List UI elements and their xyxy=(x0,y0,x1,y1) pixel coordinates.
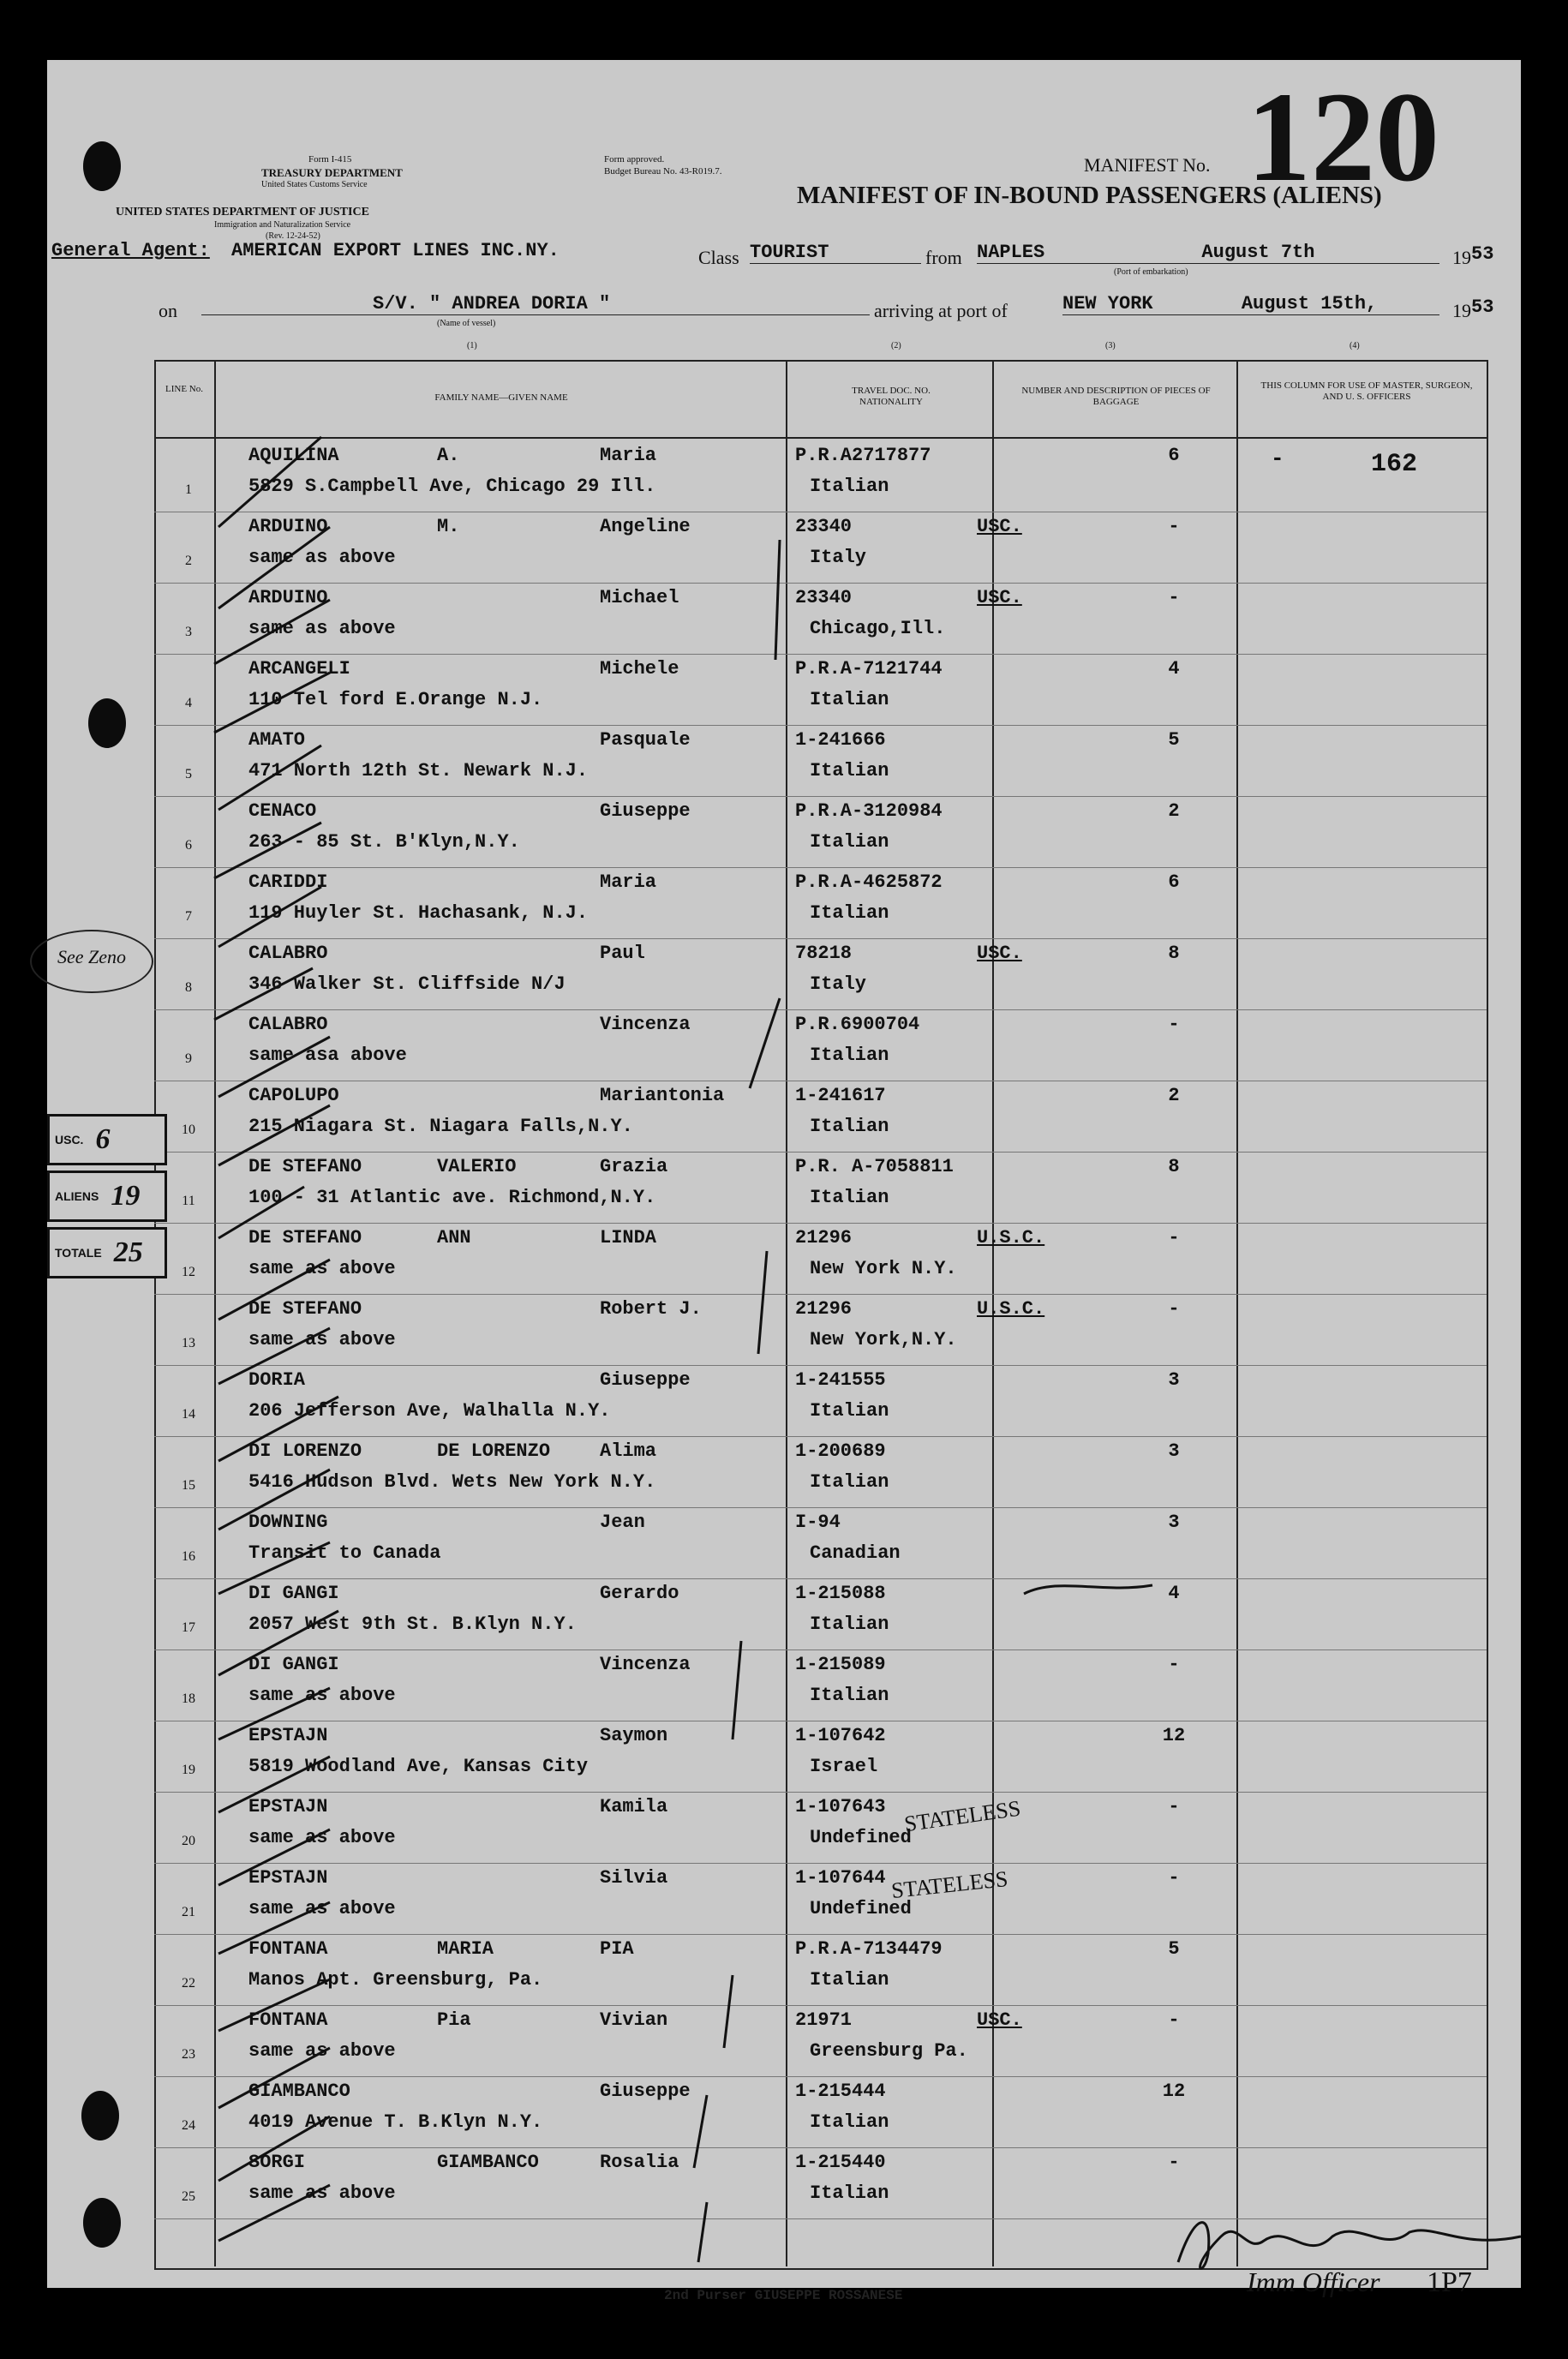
nationality: Canadian xyxy=(810,1542,901,1564)
given-name: Kamila xyxy=(600,1796,668,1817)
family-name: DE STEFANO xyxy=(248,1298,362,1320)
given-name: Silvia xyxy=(600,1867,668,1889)
see-note: See Zeno xyxy=(30,930,153,993)
line-number: 18 xyxy=(182,1691,195,1706)
aliens-count: 19 xyxy=(111,1180,141,1212)
purser-line: 2nd Purser GIUSEPPE ROSSANESE xyxy=(664,2288,903,2303)
baggage-count: 5 xyxy=(1168,729,1180,751)
travel-doc-no: P.R. A-7058811 xyxy=(795,1156,954,1177)
given-name: Maria xyxy=(600,871,657,893)
baggage-count: 12 xyxy=(1162,2081,1186,2102)
address: 5829 S.Campbell Ave, Chicago 29 Ill. xyxy=(248,476,656,497)
family-name: ARCANGELI xyxy=(248,658,350,680)
customs-service: United States Customs Service xyxy=(261,180,368,189)
stateless-note-1: STATELESS xyxy=(902,1795,1022,1837)
nationality: Undefined xyxy=(810,1827,912,1848)
travel-doc-no: 1-107644 xyxy=(795,1867,886,1889)
address: Manos Apt. Greensburg, Pa. xyxy=(248,1969,543,1991)
baggage-count: 4 xyxy=(1168,1583,1180,1604)
family-name: GIAMBANCO xyxy=(248,2081,350,2102)
nationality: Italian xyxy=(810,689,889,710)
baggage-count: 5 xyxy=(1168,1938,1180,1960)
address: same as above xyxy=(248,1258,396,1279)
given-name: Giuseppe xyxy=(600,2081,691,2102)
line-number: 24 xyxy=(182,2118,195,2133)
citizen-tag: U.S.C. xyxy=(977,1298,1045,1320)
address: 5819 Woodland Ave, Kansas City xyxy=(248,1756,589,1777)
travel-doc-no: P.R.A-7121744 xyxy=(795,658,943,680)
manifest-number: 120 xyxy=(1247,66,1439,208)
page-mark: 1P7 xyxy=(1427,2266,1472,2298)
family-name: FONTANA xyxy=(248,2009,328,2031)
family-name: ARDUINO xyxy=(248,587,328,608)
total-count: 25 xyxy=(113,1236,143,1268)
family-name: DI GANGI xyxy=(248,1583,339,1604)
general-agent-label: General Agent: xyxy=(51,240,210,261)
given-name: Michele xyxy=(600,658,679,680)
given-name: Jean xyxy=(600,1512,645,1533)
family-name: FONTANA xyxy=(248,1938,328,1960)
address: same asa above xyxy=(248,1045,407,1066)
given-name: Michael xyxy=(600,587,679,608)
line-number: 4 xyxy=(185,696,192,710)
given-name: PIA xyxy=(600,1938,634,1960)
baggage-count: - xyxy=(1168,1227,1180,1248)
nationality: Undefined xyxy=(810,1898,912,1919)
line-number: 25 xyxy=(182,2189,195,2204)
travel-doc-no: P.R.A-7134479 xyxy=(795,1938,943,1960)
travel-doc-no: 1-200689 xyxy=(795,1440,886,1462)
total-count-box: TOTALE 25 xyxy=(47,1227,167,1278)
given-name: Paul xyxy=(600,943,645,964)
given-name: Angeline xyxy=(600,516,691,537)
given-name: Giuseppe xyxy=(600,1369,691,1391)
line-number: 9 xyxy=(185,1051,192,1066)
line-number: 5 xyxy=(185,767,192,781)
arriving-label: arriving at port of xyxy=(874,300,1008,321)
nationality: New York N.Y. xyxy=(810,1258,957,1279)
col-num-1: (1) xyxy=(467,341,477,350)
col-header-doc: TRAVEL DOC. NO. NATIONALITY xyxy=(852,386,931,407)
family-name: AQUILINA xyxy=(248,445,339,466)
nationality: Italian xyxy=(810,1400,889,1422)
travel-doc-no: 78218 xyxy=(795,943,853,964)
travel-doc-no: P.R.A2717877 xyxy=(795,445,931,466)
col-num-2: (2) xyxy=(891,341,901,350)
arrival-port: NEW YORK xyxy=(1062,293,1153,314)
middle-name: M. xyxy=(437,516,460,537)
address: same as above xyxy=(248,1898,396,1919)
address: 263 - 85 St. B'Klyn,N.Y. xyxy=(248,831,520,853)
line-number: 16 xyxy=(182,1549,195,1564)
given-name: Rosalia xyxy=(600,2152,679,2173)
year-prefix-1: 1953 xyxy=(1452,243,1494,268)
col-num-3: (3) xyxy=(1105,341,1116,350)
family-name: DI LORENZO xyxy=(248,1440,362,1462)
baggage-count: 4 xyxy=(1168,658,1180,680)
line-number: 21 xyxy=(182,1905,195,1919)
given-name: Saymon xyxy=(600,1725,668,1746)
middle-name: VALERIO xyxy=(437,1156,517,1177)
baggage-count: - xyxy=(1168,516,1180,537)
officer-note: 162 xyxy=(1371,450,1418,479)
family-name: EPSTAJN xyxy=(248,1867,328,1889)
travel-doc-no: 1-215088 xyxy=(795,1583,886,1604)
nationality: Italian xyxy=(810,2111,889,2133)
given-name: Grazia xyxy=(600,1156,668,1177)
line-number: 14 xyxy=(182,1407,195,1422)
line-number: 11 xyxy=(182,1194,195,1208)
baggage-count: - xyxy=(1168,1298,1180,1320)
family-name: CARIDDI xyxy=(248,871,328,893)
ins-title: Immigration and Naturalization Service xyxy=(214,220,351,230)
given-name: Vincenza xyxy=(600,1654,691,1675)
nationality: Italy xyxy=(810,973,867,995)
vessel-caption: (Name of vessel) xyxy=(437,319,496,328)
doj-title: UNITED STATES DEPARTMENT OF JUSTICE xyxy=(116,206,369,219)
manifest-title: MANIFEST OF IN-BOUND PASSENGERS (ALIENS) xyxy=(797,182,1382,209)
from-label: from xyxy=(925,247,962,268)
baggage-count: 6 xyxy=(1168,445,1180,466)
embark-date: August 7th xyxy=(1201,242,1315,263)
baggage-count: - xyxy=(1168,1796,1180,1817)
family-name: SORGI xyxy=(248,2152,306,2173)
family-name: DORIA xyxy=(248,1369,306,1391)
address: 110 Tel ford E.Orange N.J. xyxy=(248,689,543,710)
nationality: Italian xyxy=(810,2182,889,2204)
nationality: Italian xyxy=(810,1045,889,1066)
baggage-count: - xyxy=(1168,587,1180,608)
nationality: New York,N.Y. xyxy=(810,1329,957,1350)
col-num-4: (4) xyxy=(1350,341,1360,350)
baggage-count: 6 xyxy=(1168,871,1180,893)
nationality: Italian xyxy=(810,1471,889,1493)
travel-doc-no: 1-241666 xyxy=(795,729,886,751)
line-number: 17 xyxy=(182,1620,195,1635)
middle-name: MARIA xyxy=(437,1938,494,1960)
travel-doc-no: 1-241617 xyxy=(795,1085,886,1106)
middle-name: GIAMBANCO xyxy=(437,2152,539,2173)
address: 471 North 12th St. Newark N.J. xyxy=(248,760,589,781)
travel-doc-no: P.R.6900704 xyxy=(795,1014,920,1035)
line-number: 15 xyxy=(182,1478,195,1493)
nationality: Italian xyxy=(810,476,889,497)
address: same as above xyxy=(248,2040,396,2062)
line-number: 13 xyxy=(182,1336,195,1350)
nationality: Italian xyxy=(810,902,889,924)
given-name: Vivian xyxy=(600,2009,668,2031)
travel-doc-no: 1-215440 xyxy=(795,2152,886,2173)
embark-port: NAPLES xyxy=(977,242,1045,263)
line-number: 20 xyxy=(182,1834,195,1848)
travel-doc-no: 23340 xyxy=(795,516,853,537)
nationality: Italy xyxy=(810,547,867,568)
officer-dash: - xyxy=(1271,446,1284,471)
travel-doc-no: P.R.A-3120984 xyxy=(795,800,943,822)
travel-doc-no: 1-107643 xyxy=(795,1796,886,1817)
address: 346 Walker St. Cliffside N/J xyxy=(248,973,566,995)
class-label: Class xyxy=(698,247,739,268)
line-number: 2 xyxy=(185,554,192,568)
travel-doc-no: 23340 xyxy=(795,587,853,608)
family-name: DOWNING xyxy=(248,1512,328,1533)
family-name: CALABRO xyxy=(248,943,328,964)
embark-caption: (Port of embarkation) xyxy=(1114,267,1188,277)
col-header-name: FAMILY NAME—GIVEN NAME xyxy=(434,392,568,403)
baggage-count: 3 xyxy=(1168,1440,1180,1462)
revision: (Rev. 12-24-52) xyxy=(266,231,320,241)
travel-doc-no: 21296 xyxy=(795,1227,853,1248)
line-number: 10 xyxy=(182,1123,195,1137)
usc-count-box: USC. 6 xyxy=(47,1114,167,1165)
baggage-count: - xyxy=(1168,2009,1180,2031)
usc-count: 6 xyxy=(95,1123,111,1155)
address: 100 - 31 Atlantic ave. Richmond,N.Y. xyxy=(248,1187,656,1208)
baggage-count: - xyxy=(1168,1654,1180,1675)
aliens-count-box: ALIENS 19 xyxy=(47,1171,167,1222)
on-label: on xyxy=(159,300,177,321)
line-number: 12 xyxy=(182,1265,195,1279)
address: 206 Jefferson Ave, Walhalla N.Y. xyxy=(248,1400,611,1422)
travel-doc-no: 1-107642 xyxy=(795,1725,886,1746)
baggage-count: 8 xyxy=(1168,1156,1180,1177)
nationality: Greensburg Pa. xyxy=(810,2040,968,2062)
pen-marks xyxy=(47,60,1521,2288)
general-agent: AMERICAN EXPORT LINES INC.NY. xyxy=(231,240,560,261)
given-name: Gerardo xyxy=(600,1583,679,1604)
baggage-count: - xyxy=(1168,1014,1180,1035)
signature-title: Imm Officer xyxy=(1247,2266,1380,2297)
address: same as above xyxy=(248,547,396,568)
nationality: Italian xyxy=(810,1614,889,1635)
address: 119 Huyler St. Hachasank, N.J. xyxy=(248,902,589,924)
middle-name: A. xyxy=(437,445,460,466)
baggage-count: 2 xyxy=(1168,1085,1180,1106)
address: 2057 West 9th St. B.Klyn N.Y. xyxy=(248,1614,577,1635)
line-number: 6 xyxy=(185,838,192,853)
family-name: CAPOLUPO xyxy=(248,1085,339,1106)
address: 5416 Hudson Blvd. Wets New York N.Y. xyxy=(248,1471,656,1493)
address: same as above xyxy=(248,618,396,639)
col-header-officers: THIS COLUMN FOR USE OF MASTER, SURGEON, AND U. S. OFFICERS xyxy=(1260,380,1473,402)
line-number: 22 xyxy=(182,1976,195,1991)
given-name: Maria xyxy=(600,445,657,466)
address: 215 Niagara St. Niagara Falls,N.Y. xyxy=(248,1116,633,1137)
budget-bureau: Budget Bureau No. 43-R019.7. xyxy=(604,166,722,177)
form-number: Form I-415 xyxy=(308,154,352,165)
line-number: 19 xyxy=(182,1763,195,1777)
line-number: 3 xyxy=(185,625,192,639)
address: same as above xyxy=(248,1329,396,1350)
col-header-baggage: NUMBER AND DESCRIPTION OF PIECES OF BAGGAGE xyxy=(1021,386,1211,407)
travel-doc-no: 21296 xyxy=(795,1298,853,1320)
travel-doc-no: 1-215444 xyxy=(795,2081,886,2102)
citizen-tag: U.S.C. xyxy=(977,1227,1045,1248)
stateless-note-2: STATELESS xyxy=(889,1865,1009,1904)
nationality: Italian xyxy=(810,1969,889,1991)
travel-doc-no: 1-215089 xyxy=(795,1654,886,1675)
family-name: CENACO xyxy=(248,800,317,822)
baggage-count: 8 xyxy=(1168,943,1180,964)
given-name: Pasquale xyxy=(600,729,691,751)
family-name: DI GANGI xyxy=(248,1654,339,1675)
class-value: TOURIST xyxy=(750,242,921,264)
middle-name: DE LORENZO xyxy=(437,1440,551,1462)
travel-doc-no: 21971 xyxy=(795,2009,853,2031)
nationality: Chicago,Ill. xyxy=(810,618,946,639)
line-number: 23 xyxy=(182,2047,195,2062)
given-name: Vincenza xyxy=(600,1014,691,1035)
line-number: 8 xyxy=(185,980,192,995)
baggage-count: 3 xyxy=(1168,1512,1180,1533)
col-header-line: LINE No. xyxy=(165,384,203,394)
nationality: Italian xyxy=(810,1187,889,1208)
form-approved: Form approved. xyxy=(604,154,665,165)
family-name: EPSTAJN xyxy=(248,1796,328,1817)
citizen-tag: USC. xyxy=(977,943,1022,964)
travel-doc-no: I-94 xyxy=(795,1512,841,1533)
nationality: Italian xyxy=(810,831,889,853)
nationality: Italian xyxy=(810,760,889,781)
vessel-name: S/V. " ANDREA DORIA " xyxy=(201,293,870,315)
nationality: Italian xyxy=(810,1685,889,1706)
baggage-count: 2 xyxy=(1168,800,1180,822)
baggage-count: - xyxy=(1168,2152,1180,2173)
line-number: 1 xyxy=(185,482,192,497)
middle-name: ANN xyxy=(437,1227,471,1248)
family-name: ARDUINO xyxy=(248,516,328,537)
nationality: Israel xyxy=(810,1756,878,1777)
address: same as above xyxy=(248,1827,396,1848)
middle-name: Pia xyxy=(437,2009,471,2031)
family-name: AMATO xyxy=(248,729,306,751)
given-name: Giuseppe xyxy=(600,800,691,822)
given-name: Alima xyxy=(600,1440,657,1462)
citizen-tag: USC. xyxy=(977,2009,1022,2031)
address: same as above xyxy=(248,1685,396,1706)
travel-doc-no: P.R.A-4625872 xyxy=(795,871,943,893)
travel-doc-no: 1-241555 xyxy=(795,1369,886,1391)
family-name: EPSTAJN xyxy=(248,1725,328,1746)
nationality: Italian xyxy=(810,1116,889,1137)
citizen-tag: USC. xyxy=(977,516,1022,537)
address: same as above xyxy=(248,2182,396,2204)
given-name: Robert J. xyxy=(600,1298,702,1320)
citizen-tag: USC. xyxy=(977,587,1022,608)
treasury-dept: TREASURY DEPARTMENT xyxy=(261,166,403,179)
given-name: LINDA xyxy=(600,1227,657,1248)
manifest-label: MANIFEST No. xyxy=(1084,154,1211,176)
family-name: DE STEFANO xyxy=(248,1227,362,1248)
baggage-count: - xyxy=(1168,1867,1180,1889)
arrival-date: August 15th, xyxy=(1241,293,1378,314)
line-number: 7 xyxy=(185,909,192,924)
baggage-count: 12 xyxy=(1162,1725,1186,1746)
baggage-count: 3 xyxy=(1168,1369,1180,1391)
given-name: Mariantonia xyxy=(600,1085,725,1106)
address: 4019 Avenue T. B.Klyn N.Y. xyxy=(248,2111,543,2133)
family-name: CALABRO xyxy=(248,1014,328,1035)
year-prefix-2: 1953 xyxy=(1452,296,1494,321)
family-name: DE STEFANO xyxy=(248,1156,362,1177)
manifest-sheet xyxy=(47,60,1521,2303)
address: Transit to Canada xyxy=(248,1542,441,1564)
